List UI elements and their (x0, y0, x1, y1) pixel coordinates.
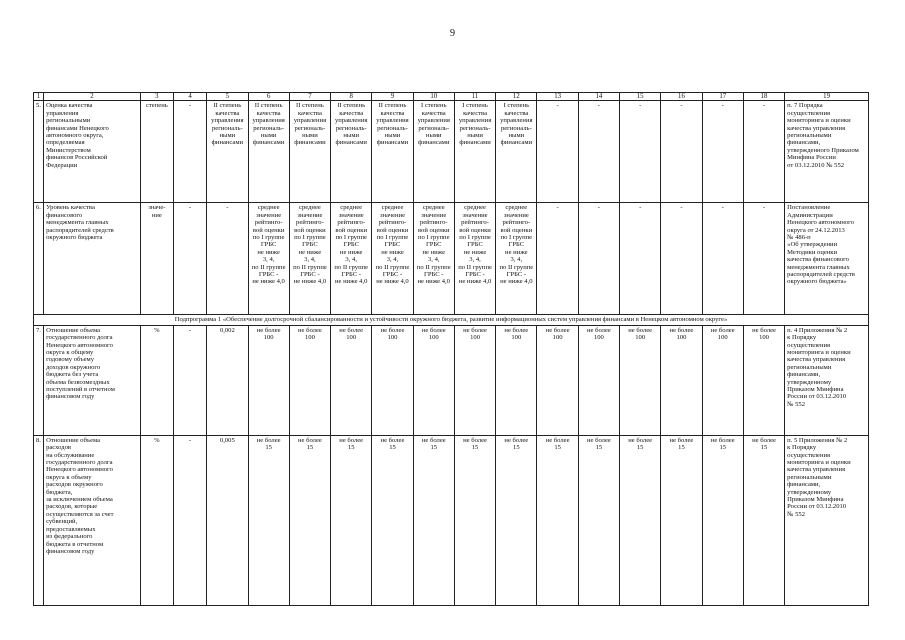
target-value-cell: I степень качества управления региональ- ными финансами (496, 101, 537, 203)
indicator-row (34, 325, 869, 435)
target-value-cell: не более 15 (743, 435, 784, 605)
column-number: 7 (289, 93, 330, 101)
target-value-cell: - (620, 101, 661, 203)
base-value-cell: - (173, 435, 206, 605)
target-value-cell: не более 15 (578, 435, 619, 605)
column-number: 9 (372, 93, 413, 101)
target-value-cell: - (537, 101, 578, 203)
target-value-cell: - (661, 101, 702, 203)
legal-basis-cell: п. 5 Приложения № 2 к Порядку осуществления мониторинга и оценки качества управления региональными финансами, утвержденному Приказом Минфина России от 03.12.2010 № 552 (785, 435, 869, 605)
base-value-cell: - (173, 203, 206, 315)
target-value-cell: не более 15 (620, 435, 661, 605)
row-number: 7. (34, 325, 44, 435)
target-value-cell: I степень качества управления региональ- ными финансами (454, 101, 495, 203)
legal-basis-cell: п. 4 Приложения № 2 к Порядку осуществления мониторинга и оценки качества управления региональными финансами, утвержденному Приказом Минфина России от 03.12.2010 № 552 (785, 325, 869, 435)
target-value-cell: среднее значение рейтинго- вой оценки по I группе ГРБС не ниже 3, 4, по II группе ГРБС - не ниже 4,0 (248, 203, 289, 315)
column-number: 4 (173, 93, 206, 101)
column-number: 8 (331, 93, 372, 101)
column-number: 5 (207, 93, 248, 101)
target-value-cell: среднее значение рейтинго- вой оценки по I группе ГРБС не ниже 3, 4, по II группе ГРБС - не ниже 4,0 (372, 203, 413, 315)
page-number: 9 (450, 28, 455, 39)
target-value-cell: не более 100 (743, 325, 784, 435)
target-value-cell: II степень качества управления региональ- ными финансами (372, 101, 413, 203)
target-value-cell: - (578, 203, 619, 315)
column-number: 13 (537, 93, 578, 101)
indicators-table (33, 92, 869, 606)
target-value-cell: - (578, 101, 619, 203)
target-value-cell: не более 15 (413, 435, 454, 605)
row-number: 5. (34, 101, 44, 203)
target-value-cell: не более 100 (620, 325, 661, 435)
target-value-cell: II степень качества управления региональ- ными финансами (248, 101, 289, 203)
indicator-name: Оценка качества управления региональными финансами Ненецкого автономного округа, определяемая Министерством финансов Российской Федерации (44, 101, 141, 203)
target-value-cell: не более 15 (496, 435, 537, 605)
target-value-cell: не более 15 (661, 435, 702, 605)
target-value-cell: среднее значение рейтинго- вой оценки по I группе ГРБС не ниже 3, 4, по II группе ГРБС - не ниже 4,0 (289, 203, 330, 315)
target-value-cell: не более 15 (454, 435, 495, 605)
column-number: 2 (44, 93, 141, 101)
target-value-cell: II степень качества управления региональ- ными финансами (331, 101, 372, 203)
target-value-cell: - (537, 203, 578, 315)
target-value-cell: не более 100 (702, 325, 743, 435)
target-value-cell: II степень качества управления региональ- ными финансами (289, 101, 330, 203)
column-number: 10 (413, 93, 454, 101)
target-value-cell: - (702, 101, 743, 203)
target-value-cell: не более 100 (289, 325, 330, 435)
target-value-cell: не более 100 (661, 325, 702, 435)
target-value-cell: II степень качества управления региональ- ными финансами (207, 101, 248, 203)
column-number: 17 (702, 93, 743, 101)
column-number: 6 (248, 93, 289, 101)
target-value-cell: - (702, 203, 743, 315)
target-value-cell: среднее значение рейтинго- вой оценки по I группе ГРБС не ниже 3, 4, по II группе ГРБС - не ниже 4,0 (413, 203, 454, 315)
target-value-cell: не более 100 (578, 325, 619, 435)
column-number: 15 (620, 93, 661, 101)
column-number: 16 (661, 93, 702, 101)
target-value-cell: не более 15 (537, 435, 578, 605)
target-value-cell: не более 15 (372, 435, 413, 605)
indicator-name: Отношение объема расходов на обслуживание государственного долга Ненецкого автономного округа к объему расходов окружного бюджета, за исключением объема расходов, которые осуществляются за счет субвенций, предоставляемых из федерального бюджета в отчетном финансовом году (44, 435, 141, 605)
base-value-cell: - (173, 325, 206, 435)
indicator-row (34, 435, 869, 605)
unit-cell: значе- ние (140, 203, 173, 315)
indicator-row (34, 101, 869, 203)
subprogram-row (34, 315, 869, 325)
indicator-name: Отношение объема государственного долга Ненецкого автономного округа к общему годовому объему доходов окружного бюджета без учета объема безвозмездных поступлений в отчетном финансовом году (44, 325, 141, 435)
target-value-cell: 0,002 (207, 325, 248, 435)
target-value-cell: не более 100 (454, 325, 495, 435)
column-number: 11 (454, 93, 495, 101)
unit-cell: % (140, 435, 173, 605)
target-value-cell: среднее значение рейтинго- вой оценки по I группе ГРБС не ниже 3, 4, по II группе ГРБС - не ниже 4,0 (331, 203, 372, 315)
legal-basis-cell: Постановление Администрации Ненецкого автономного округа от 24.12.2013 № 486-п «Об утверждении Методики оценки качества финансового менеджмента главных распорядителей средств окружного бюджета» (785, 203, 869, 315)
column-number: 18 (743, 93, 784, 101)
target-value-cell: - (620, 203, 661, 315)
unit-cell: % (140, 325, 173, 435)
target-value-cell: не более 15 (289, 435, 330, 605)
target-value-cell: 0,005 (207, 435, 248, 605)
target-value-cell: не более 100 (331, 325, 372, 435)
column-number: 12 (496, 93, 537, 101)
target-value-cell: не более 100 (413, 325, 454, 435)
indicator-row (34, 203, 869, 315)
column-number: 1 (34, 93, 44, 101)
target-value-cell: среднее значение рейтинго- вой оценки по I группе ГРБС не ниже 3, 4, по II группе ГРБС - не ниже 4,0 (454, 203, 495, 315)
unit-cell: степень (140, 101, 173, 203)
target-value-cell: I степень качества управления региональ- ными финансами (413, 101, 454, 203)
target-value-cell: - (743, 101, 784, 203)
target-value-cell: не более 100 (537, 325, 578, 435)
target-value-cell: не более 100 (496, 325, 537, 435)
row-number: 6. (34, 203, 44, 315)
subprogram-title: Подпрограмма 1 «Обеспечение долгосрочной сбалансированности и устойчивости окружного бюджета, развитие информационных систем управления финансами в Ненецком автономном округе» (34, 315, 869, 325)
row-number: 8. (34, 435, 44, 605)
base-value-cell: - (173, 101, 206, 203)
target-value-cell: не более 100 (248, 325, 289, 435)
target-value-cell: - (207, 203, 248, 315)
target-value-cell: не более 15 (248, 435, 289, 605)
column-number: 3 (140, 93, 173, 101)
target-value-cell: среднее значение рейтинго- вой оценки по I группе ГРБС не ниже 3, 4, по II группе ГРБС - не ниже 4,0 (496, 203, 537, 315)
target-value-cell: не более 15 (702, 435, 743, 605)
indicator-name: Уровень качества финансового менеджмента главных распорядителей средств окружного бюджета (44, 203, 141, 315)
column-number: 14 (578, 93, 619, 101)
column-number: 19 (785, 93, 869, 101)
legal-basis-cell: п. 7 Порядка осуществления мониторинга и оценки качества управления региональными финансами, утвержденного Приказом Минфина России от 03.12.2010 № 552 (785, 101, 869, 203)
column-numbers-row (34, 93, 869, 101)
target-value-cell: - (661, 203, 702, 315)
target-value-cell: не более 15 (331, 435, 372, 605)
target-value-cell: - (743, 203, 784, 315)
target-value-cell: не более 100 (372, 325, 413, 435)
